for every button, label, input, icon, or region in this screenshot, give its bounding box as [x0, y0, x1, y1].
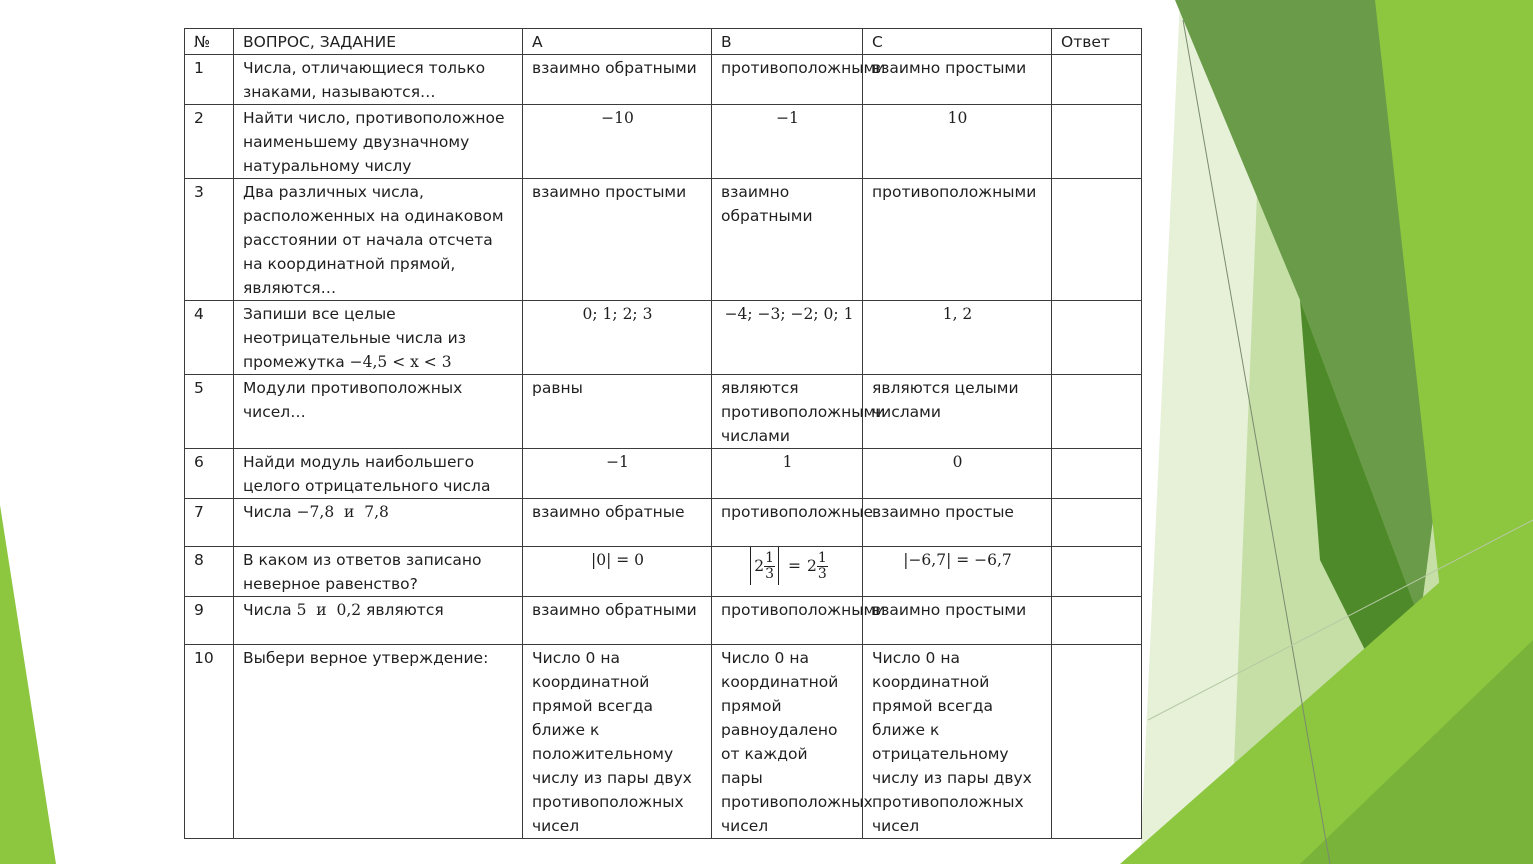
fraction-denominator: 3 — [765, 565, 774, 582]
abs-bar-left — [750, 547, 751, 585]
row-option-c: 0 — [863, 449, 1052, 499]
row-num: 9 — [185, 597, 234, 645]
header-option-a: А — [523, 29, 712, 55]
equals-sign: = — [788, 557, 801, 575]
mixed-whole: 2 — [754, 557, 765, 575]
row-num: 8 — [185, 547, 234, 597]
header-option-c: С — [863, 29, 1052, 55]
row-num: 10 — [185, 645, 234, 839]
row-option-a: −10 — [523, 105, 712, 179]
row-option-b: противоположными — [712, 597, 863, 645]
row-question: Модули противоположных чисел… — [234, 375, 523, 449]
fraction-numerator: 1 — [817, 549, 827, 566]
table-row — [185, 499, 1142, 547]
row-option-a: взаимно простыми — [523, 179, 712, 301]
row-option-b — [712, 547, 863, 597]
row-option-c: противоположными — [863, 179, 1052, 301]
row-answer-cell[interactable] — [1052, 301, 1142, 375]
header-option-b: В — [712, 29, 863, 55]
row-answer-cell[interactable] — [1052, 597, 1142, 645]
quiz-table — [184, 28, 1142, 839]
row-question: Найди модуль наибольшего целого отрицательного числа — [234, 449, 523, 499]
mixed-fraction-equality — [747, 547, 828, 585]
row-question: Выбери верное утверждение: — [234, 645, 523, 839]
question-text: Запиши все целые неотрицательные числа из промежутка — [243, 305, 466, 371]
row-option-c: взаимно простыми — [863, 55, 1052, 105]
row-option-a: −1 — [523, 449, 712, 499]
row-question — [234, 499, 523, 547]
question-math: −7,8 и 7,8 — [296, 503, 389, 521]
table-row — [185, 301, 1142, 375]
fraction-denominator: 3 — [817, 565, 827, 582]
row-option-b: являются противоположными числами — [712, 375, 863, 449]
row-option-a: равны — [523, 375, 712, 449]
table-row — [185, 449, 1142, 499]
row-option-a: |0| = 0 — [523, 547, 712, 597]
row-option-b: Число 0 на координатной прямой равноудалено от каждой пары противоположных чисел — [712, 645, 863, 839]
row-option-a: Число 0 на координатной прямой всегда ближе к положительному числу из пары двух противоположных чисел — [523, 645, 712, 839]
row-option-b: взаимно обратными — [712, 179, 863, 301]
question-tail: являются — [361, 601, 444, 619]
abs-bar-right — [778, 547, 779, 585]
table-header-row — [185, 29, 1142, 55]
row-num: 1 — [185, 55, 234, 105]
header-question: ВОПРОС, ЗАДАНИЕ — [234, 29, 523, 55]
header-num: № — [185, 29, 234, 55]
fraction — [764, 551, 775, 582]
table-row — [185, 645, 1142, 839]
row-num: 7 — [185, 499, 234, 547]
row-question: Найти число, противоположное наименьшему двузначному натуральному числу — [234, 105, 523, 179]
question-text: Числа — [243, 601, 297, 619]
question-math: 5 и 0,2 — [296, 601, 362, 619]
row-option-a: взаимно обратными — [523, 597, 712, 645]
row-answer-cell[interactable] — [1052, 449, 1142, 499]
row-option-c: взаимно простыми — [863, 597, 1052, 645]
row-option-c: 1, 2 — [863, 301, 1052, 375]
row-option-a: взаимно обратными — [523, 55, 712, 105]
row-option-c: являются целыми числами — [863, 375, 1052, 449]
row-option-c: |−6,7| = −6,7 — [863, 547, 1052, 597]
row-option-b: противоположные — [712, 499, 863, 547]
row-num: 6 — [185, 449, 234, 499]
fraction — [817, 551, 828, 582]
question-math: −4,5 < x < 3 — [349, 353, 452, 371]
table-row — [185, 597, 1142, 645]
table-row — [185, 375, 1142, 449]
row-option-b: −1 — [712, 105, 863, 179]
row-option-b: −4; −3; −2; 0; 1 — [712, 301, 863, 375]
row-option-a: взаимно обратные — [523, 499, 712, 547]
row-answer-cell[interactable] — [1052, 645, 1142, 839]
header-answer: Ответ — [1052, 29, 1142, 55]
row-num: 5 — [185, 375, 234, 449]
mixed-whole: 2 — [807, 557, 817, 575]
row-answer-cell[interactable] — [1052, 547, 1142, 597]
question-text: Числа — [243, 503, 297, 521]
table-row — [185, 55, 1142, 105]
row-question: Числа, отличающиеся только знаками, называются… — [234, 55, 523, 105]
row-question: В каком из ответов записано неверное равенство? — [234, 547, 523, 597]
row-option-b: противоположными — [712, 55, 863, 105]
row-num: 3 — [185, 179, 234, 301]
row-question: Два различных числа, расположенных на одинаковом расстоянии от начала отсчета на координатной прямой, являются… — [234, 179, 523, 301]
row-option-b: 1 — [712, 449, 863, 499]
row-question — [234, 301, 523, 375]
row-answer-cell[interactable] — [1052, 375, 1142, 449]
row-answer-cell[interactable] — [1052, 179, 1142, 301]
table-row — [185, 105, 1142, 179]
fraction-numerator: 1 — [765, 549, 774, 566]
row-option-c: взаимно простые — [863, 499, 1052, 547]
row-num: 2 — [185, 105, 234, 179]
table-row — [185, 179, 1142, 301]
row-option-a: 0; 1; 2; 3 — [523, 301, 712, 375]
left-green-shape — [0, 505, 56, 864]
row-option-c: Число 0 на координатной прямой всегда ближе к отрицательному числу из пары двух противоположных чисел — [863, 645, 1052, 839]
row-question — [234, 597, 523, 645]
row-option-c: 10 — [863, 105, 1052, 179]
row-answer-cell[interactable] — [1052, 499, 1142, 547]
row-answer-cell[interactable] — [1052, 55, 1142, 105]
row-answer-cell[interactable] — [1052, 105, 1142, 179]
row-num: 4 — [185, 301, 234, 375]
table-row — [185, 547, 1142, 597]
